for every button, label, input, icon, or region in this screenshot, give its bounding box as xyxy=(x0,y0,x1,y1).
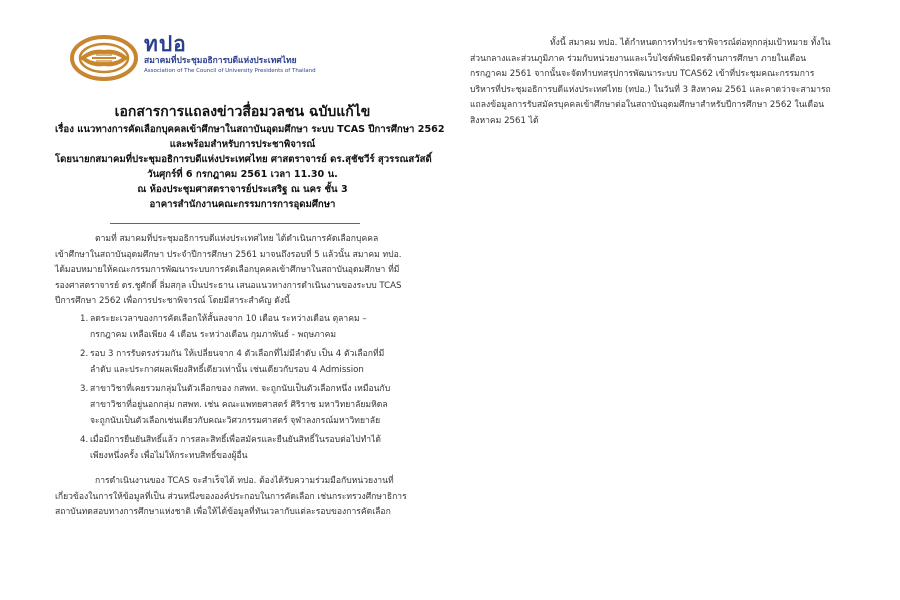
subject-continuation: และพร้อมสำหรับการประชาพิจารณ์ xyxy=(169,139,316,150)
text-line: เมื่อมีการยืนยันสิทธิ์แล้ว การสละสิทธิ์เพื่อสมัครและยืนยันสิทธิ์ในรอบต่อไปทำได้ xyxy=(90,435,381,446)
letterhead-logo xyxy=(70,32,400,87)
list-item xyxy=(55,433,430,464)
text-line: เข้าศึกษาในสถาบันอุดมศึกษา ประจำปีการศึกษา 2561 มาจนถึงรอบที่ 5 แล้วนั้น สมาคม ทปอ. xyxy=(55,249,402,260)
venue-line: ณ ห้องประชุมศาสตราจารย์ประเสริฐ ณ นคร ชั้น 3 xyxy=(137,184,348,195)
document-title: เอกสารการแถลงข่าวสื่อมวลชน ฉบับแก้ไข xyxy=(114,104,371,120)
press-release-header xyxy=(55,102,445,212)
text-line: สิงหาคม 2561 ได้ xyxy=(470,115,539,126)
right-page-paragraph xyxy=(470,36,890,130)
text-line: แถลงข้อมูลการรับสมัครบุคคลเข้าศึกษาต่อในสถาบันอุดมศึกษาสำหรับปีการศึกษา 2562 ในเดือน xyxy=(470,100,825,111)
logo-english-name: Association of The Council of University Presidents of Thailand xyxy=(144,68,316,74)
list-item xyxy=(55,347,430,378)
subject-line: เรื่อง แนวทางการคัดเลือกบุคคลเข้าศึกษาในสถาบันอุดมศึกษา ระบบ TCAS ปีการศึกษา 2562 xyxy=(55,124,445,135)
intro-paragraph xyxy=(55,232,430,310)
list-number: 3. xyxy=(80,384,89,395)
text-line: เพียงหนึ่งครั้ง เพื่อไม่ให้กระทบสิทธิ์ของผู้อื่น xyxy=(90,450,248,461)
list-number: 4. xyxy=(80,435,89,446)
text-line: ส่วนกลางและส่วนภูมิภาค ร่วมกับหน่วยงานและเว็บไซต์พันธมิตรด้านการศึกษา ภายในเดือน xyxy=(470,53,807,64)
text-line: ปีการศึกษา 2562 เพื่อการประชาพิจารณ์ โดยมีสาระสำคัญ ดังนี้ xyxy=(55,296,290,307)
text-line: สาขาวิชาที่เคยรวมกลุ่มในตัวเลือกของ กสพท. จะถูกนับเป็นตัวเลือกหนึ่ง เหมือนกับ xyxy=(90,384,391,395)
text-line: สาขาวิชาที่อยู่นอกกลุ่ม กสพท. เช่น คณะแพทยศาสตร์ ศิริราช มหาวิทยาลัยมหิดล xyxy=(90,399,388,410)
association-emblem-icon xyxy=(70,34,138,82)
text-line: สถาบันทดสอบทางการศึกษาแห่งชาติ เพื่อให้ได้ข้อมูลที่ทันเวลากับแต่ละรอบของการคัดเลือก xyxy=(55,507,391,518)
text-line: ลำดับ และประกาศผลเพียงสิทธิ์เดียวเท่านั้น เช่นเดียวกับรอบ 4 Admission xyxy=(90,364,364,375)
text-line: รอบ 3 การรับตรงร่วมกัน ให้เปลี่ยนจาก 4 ตัวเลือกที่ไม่มีลำดับ เป็น 4 ตัวเลือกที่มี xyxy=(90,349,385,360)
text-line: ลดระยะเวลาของการคัดเลือกให้สั้นลงจาก 10 เดือน ระหว่างเดือน ตุลาคม – xyxy=(90,314,367,324)
text-line: กรกฎาคม เหลือเพียง 4 เดือน ระหว่างเดือน กุมภาพันธ์ - พฤษภาคม xyxy=(90,329,337,340)
closing-paragraph xyxy=(55,474,430,521)
text-line: ได้มอบหมายให้คณะกรรมการพัฒนาระบบการคัดเลือกบุคคลเข้าศึกษาในสถาบันอุดมศึกษา ที่มี xyxy=(55,265,400,276)
logo-abbreviation: ทปอ xyxy=(144,32,187,56)
text-line: การดำเนินงานของ TCAS จะสำเร็จได้ ทปอ. ต้องได้รับความร่วมมือกับหน่วยงานที่ xyxy=(95,476,394,486)
text-line: จะถูกนับเป็นตัวเลือกเช่นเดียวกับคณะวิศวกรรมศาสตร์ จุฬาลงกรณ์มหาวิทยาลัย xyxy=(90,415,381,426)
building-line: อาคารสำนักงานคณะกรรมการการอุดมศึกษา xyxy=(149,199,336,210)
logo-full-name: สมาคมที่ประชุมอธิการบดีแห่งประเทศไทย xyxy=(144,56,297,66)
text-line: ตามที่ สมาคมที่ประชุมอธิการบดีแห่งประเทศไทย ได้ดำเนินการคัดเลือกบุคคล xyxy=(95,234,379,244)
text-line: ทั้งนี้ สมาคม ทปอ. ได้กำหนดการทำประชาพิจารณ์ต่อทุกกลุ่มเป้าหมาย ทั้งใน xyxy=(550,38,831,48)
text-line: บริหารที่ประชุมอธิการบดีแห่งประเทศไทย (ทปอ.) ในวันที่ 3 สิงหาคม 2561 และคาดว่าจะสามารถ xyxy=(470,84,831,95)
date-line: วันศุกร์ที่ 6 กรกฎาคม 2561 เวลา 11.30 น. xyxy=(147,169,338,180)
text-line: รองศาสตราจารย์ ดร.ชูศักดิ์ ลิ่มสกุล เป็นประธาน เสนอแนวทางการดำเนินงานของระบบ TCAS xyxy=(55,280,402,291)
list-item xyxy=(55,382,430,429)
presenter-line: โดยนายกสมาคมที่ประชุมอธิการบดีแห่งประเทศไทย ศาสตราจารย์ ดร.สุชัชวีร์ สุวรรณสวัสดิ์ xyxy=(55,154,432,165)
key-points-list xyxy=(55,312,430,468)
header-divider xyxy=(110,223,360,224)
list-number: 1. xyxy=(80,314,89,324)
list-number: 2. xyxy=(80,349,89,360)
list-item xyxy=(55,312,430,343)
text-line: เกี่ยวข้องในการให้ข้อมูลที่เป็น ส่วนหนึ่งขององค์ประกอบในการคัดเลือก เช่นกระทรวงศึกษาธิการ xyxy=(55,491,407,502)
text-line: กรกฎาคม 2561 จากนั้นจะจัดทำบทสรุปการพัฒนาระบบ TCAS62 เข้าที่ประชุมคณะกรรมการ xyxy=(470,69,815,80)
